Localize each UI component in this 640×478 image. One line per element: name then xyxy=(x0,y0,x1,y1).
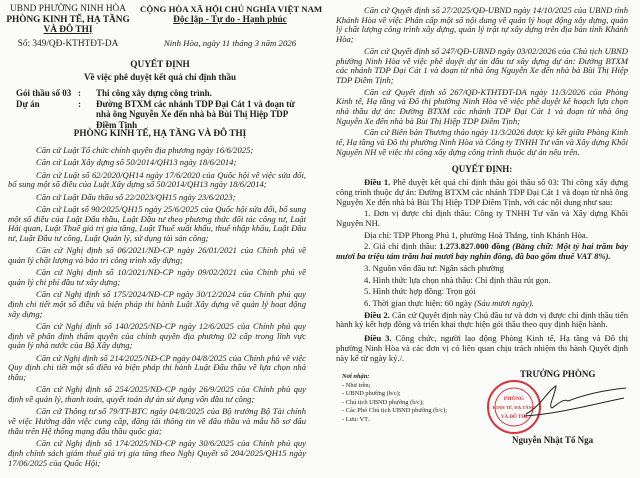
recipients xyxy=(342,373,482,424)
legal-basis: Căn cứ Quyết định số 27/2025/QĐ-UBND ngày 14/10/2025 của UBND tỉnh Khánh Hòa về việc Phân cấp một số nội dung về quản lý hoạt động xây dựng, quản lý chất lượng công trình xây dựng, quản lý trật tự xây dựng trên địa bàn tỉnh Khánh Hòa; xyxy=(336,5,628,45)
svg-text:KINH TẾ, HẠ TẦNG: KINH TẾ, HẠ TẦNG xyxy=(492,405,536,411)
recipient: - Lưu: VT. xyxy=(342,415,370,423)
legal-bases-left xyxy=(8,146,306,471)
separator: : xyxy=(78,88,81,98)
article-2 xyxy=(336,311,628,330)
recipient: - Các Phó Chủ tịch UBND phường (b/c); xyxy=(342,407,447,415)
duration-label: 6. Thời gian thực hiện: 60 ngày xyxy=(364,297,475,308)
authority-heading: PHÒNG KINH TẾ, HẠ TẦNG VÀ ĐÔ THỊ xyxy=(73,128,247,138)
package-label: Gói thầu số 03 xyxy=(16,88,72,98)
org-line2: PHÒNG KINH TẾ, HẠ TẦNG xyxy=(6,14,130,25)
legal-basis: Căn cứ Thông tư số 79/TT-BTC ngày 04/8/2025 của Bộ trưởng Bộ Tài chính về việc Hướng dẫn việc cung cấp, đăng tải thông tin về đấu thầu và mẫu hồ sơ đấu thầu trên Hệ thống mạng đấu thầu quốc gia; xyxy=(8,406,306,436)
legal-basis: Căn cứ Nghị định số 06/2021/NĐ-CP ngày 26/01/2021 của Chính phủ về quản lý chất lượng và bảo trì công trình xây dựng; xyxy=(8,245,306,265)
article-1 xyxy=(336,178,628,207)
article-3 xyxy=(336,334,628,363)
legal-basis: Căn cứ Quyết định số 267/QĐ-KTHTĐT-DA ngày 11/3/2026 của Phòng Kinh tế, Hạ tầng và Đô thị phường Ninh Hòa về việc phê duyệt kế hoạch lựa chọn nhà thầu dự án: Đường BTXM các nhánh TDP Đại Cát 1 và đoạn từ nhà ông Nguyễn Xe đến nhà bà Bùi Thị Hiệp TDP Điềm Tịnh; xyxy=(336,86,628,126)
legal-basis: Căn cứ Nghị định số 254/2025/NĐ-CP ngày 26/9/2025 của Chính phủ quy định về quản lý, thanh toán, quyết toán dự án sử dụng vốn đầu tư công; xyxy=(8,384,306,405)
duration-words: (Sáu mươi ngày). xyxy=(474,297,534,308)
closing-block xyxy=(336,369,628,445)
article-label: Điều 3. xyxy=(364,333,392,344)
item-contract-type: 5. Hình thức hợp đồng: Trọn gói xyxy=(364,286,476,297)
nation-name: CỘNG HÒA XÃ HỘI CHỦ NGHĨA VIỆT NAM xyxy=(140,4,323,14)
item-address: Địa chỉ: TDP Phong Phú 1, phường Hoà Thắng, tỉnh Khánh Hòa. xyxy=(364,229,588,240)
legal-basis: Căn cứ Luật số 90/2025/QH15 ngày 25/6/2025 của Quốc hội sửa đổi, bổ sung một số điều của Luật Đấu thầu, Luật Đầu tư theo phương thức đối tác công tư, Luật Hải quan, Luật Thuế giá trị gia tăng, Luật Thuế xuất khẩu, thuế nhập khẩu, Luật Đầu tư, Luật Đầu tư công, Luật Quản lý, sử dụng tài sản công; xyxy=(8,203,306,243)
package-value: Thi công xây dựng công trình. xyxy=(96,88,212,98)
signer-position: TRƯỞNG PHÒNG xyxy=(520,369,596,380)
doc-subtitle: Về việc phê duyệt kết quả chỉ định thầu xyxy=(83,72,237,82)
legal-basis: Căn cứ Luật Xây dựng số 50/2014/QH13 ngày 18/6/2014; xyxy=(36,157,237,168)
price-label: 2. Giá chỉ định thầu: xyxy=(364,241,440,252)
legal-basis: Căn cứ Luật Tổ chức chính quyền địa phương ngày 16/6/2025; xyxy=(36,145,254,155)
legal-basis: Căn cứ Nghị định số 174/2025/NĐ-CP ngày 30/6/2025 của Chính phủ quy định chính sách giảm thuế giá trị gia tăng theo Nghị Quyết số 204/2025/QH15 ngày 17/06/2025 của Quốc Hội; xyxy=(8,438,306,468)
right-column xyxy=(336,6,628,445)
doc-number: Số: 349/QĐ-KTHTĐT-DA xyxy=(17,38,119,49)
svg-text:VÀ ĐÔ THỊ: VÀ ĐÔ THỊ xyxy=(500,415,528,421)
item-price xyxy=(336,242,628,261)
price-amount: 1.273.827.000 đồng xyxy=(439,241,510,252)
legal-basis: Căn cứ Luật số 62/2020/QH14 ngày 17/6/2020 của Quốc hội về việc sửa đổi, bổ sung một số điều của Luật Xây dựng số 50/2014/QH13 ngày 18/6/2014; xyxy=(8,169,306,190)
org-line1: UBND PHƯỜNG NINH HÒA xyxy=(10,4,126,14)
price-in-words: (Bằng chữ: Một tỷ hai trăm bảy mươi ba triệu tám trăm hai mươi bảy nghìn đồng, đã bao gồm thuế VAT 8%). xyxy=(336,241,628,262)
article-label: Điều 2. xyxy=(364,309,390,320)
item-contractor: 1. Đơn vị được chỉ định thầu: Công ty TNHH Tư vấn và Xây dựng Khôi Nguyên NH. xyxy=(336,208,628,229)
motto: Độc lập - Tự do - Hạnh phúc xyxy=(173,14,287,25)
svg-text:PHÒNG: PHÒNG xyxy=(503,396,525,403)
recipient: - Như trên; xyxy=(342,381,371,389)
article-label: Điều 1. xyxy=(364,177,391,188)
legal-basis: Căn cứ Nghị định số 10/2021/NĐ-CP ngày 09/02/2021 của Chính phủ về quản lý chi phí đầu tư xây dựng; xyxy=(8,267,306,287)
project-label: Dự án xyxy=(16,98,40,109)
place-date: Ninh Hòa, ngày 11 tháng 3 năm 2026 xyxy=(163,38,297,48)
item-selection: 4. Hình thức lựa chọn nhà thầu: Chỉ định thầu rút gọn. xyxy=(364,274,551,285)
stamp-icon xyxy=(488,381,540,433)
recipients-title: Nơi nhận: xyxy=(342,373,370,381)
legal-basis: Căn cứ Luật Đấu thầu số 22/2023/QH15 ngày 23/6/2023; xyxy=(36,191,236,202)
item-funding: 3. Nguồn vốn đầu tư: Ngân sách phường xyxy=(364,262,504,273)
official-stamp-and-signature xyxy=(486,380,628,434)
legal-basis: Căn cứ Nghị định số 175/2024/NĐ-CP ngày 30/12/2024 của Chính phủ quy định chi tiết một số điều và biện pháp thi hành Luật Xây dựng về quản lý hoạt động xây dựng; xyxy=(8,289,306,319)
signer-name: Nguyễn Nhật Tố Nga xyxy=(512,435,594,446)
article-text: Căn cứ Quyết định này Chủ đầu tư và đơn vị được chỉ định thầu tiến hành ký kết hợp đồng và triển khai thực hiện gói thầu theo quy định hiện hành. xyxy=(336,309,629,330)
decision-heading: QUYẾT ĐỊNH: xyxy=(451,163,513,174)
legal-basis: Căn cứ Biên bản Thương thảo ngày 11/3/2026 được ký kết giữa Phòng Kinh tế, Hạ tầng và Đô thị phường Ninh Hòa và Công ty TNHH Tư vấn và Xây dựng Khôi Nguyên NH về việc thi công xây dựng công trình thuộc dự án nêu trên. xyxy=(336,127,628,157)
legal-basis: Căn cứ Nghị định số 214/2025/NĐ-CP ngày 04/8/2025 của Chính phủ về việc Quy định chi tiết một số điều và biện pháp thi hành Luật Đấu thầu về lựa chọn nhà thầu; xyxy=(8,352,306,383)
recipient: - Chủ tịch UBND phường (b/c); xyxy=(342,398,424,406)
project-value: Đường BTXM các nhánh TDP Đại Cát 1 và đoạn từ nhà ông Nguyễn Xe đến nhà bà Bùi Thị Hiệp TDP Điềm Tịnh xyxy=(96,98,295,130)
article-text: Công chức, người lao động Phòng Kinh tế, Hạ tầng và Đô thị phường Ninh Hòa và các đơn vị có liên quan chịu trách nhiệm thi hành Quyết định này kể từ ngày ký./. xyxy=(336,333,628,363)
item-duration xyxy=(336,299,628,309)
separator: : xyxy=(78,98,81,109)
recipient: - UBND phường (b/c); xyxy=(342,390,401,398)
national-header xyxy=(140,4,323,49)
doc-title: QUYẾT ĐỊNH xyxy=(130,60,190,70)
legal-basis: Căn cứ Quyết định số 247/QĐ-UBND ngày 03/02/2026 của Chủ tịch UBND phường Ninh Hòa về việc phê duyệt dự án đầu tư xây dựng dự án: Đường BTXM các nhánh TDP Đại Cát 1 và đoạn từ nhà ông Nguyễn Xe đến nhà bà Bùi Thị Hiệp TDP Điềm Tịnh; xyxy=(336,45,628,85)
package-info xyxy=(16,88,306,130)
article-text: Phê duyệt kết quả chỉ định thầu gói thầu số 03: Thi công xây dựng công trình thuộc dự án: Đường BTXM các nhánh TDP Đại Cát 1 và đoạn từ nhà ông Nguyễn Xe đến nhà bà Bùi Thị Hiệp TDP Điềm Tịnh, với các nội dung như sau: xyxy=(336,177,628,207)
org-line3: VÀ ĐÔ THỊ xyxy=(43,25,93,35)
issuing-org xyxy=(2,4,134,49)
legal-basis: Căn cứ Nghị định số 140/2025/NĐ-CP ngày 12/6/2025 của Chính phủ quy định về phân định thẩm quyền của chính quyền địa phương 02 cấp trong lĩnh vực quản lý nhà nước của Bộ Xây dựng; xyxy=(8,321,306,351)
